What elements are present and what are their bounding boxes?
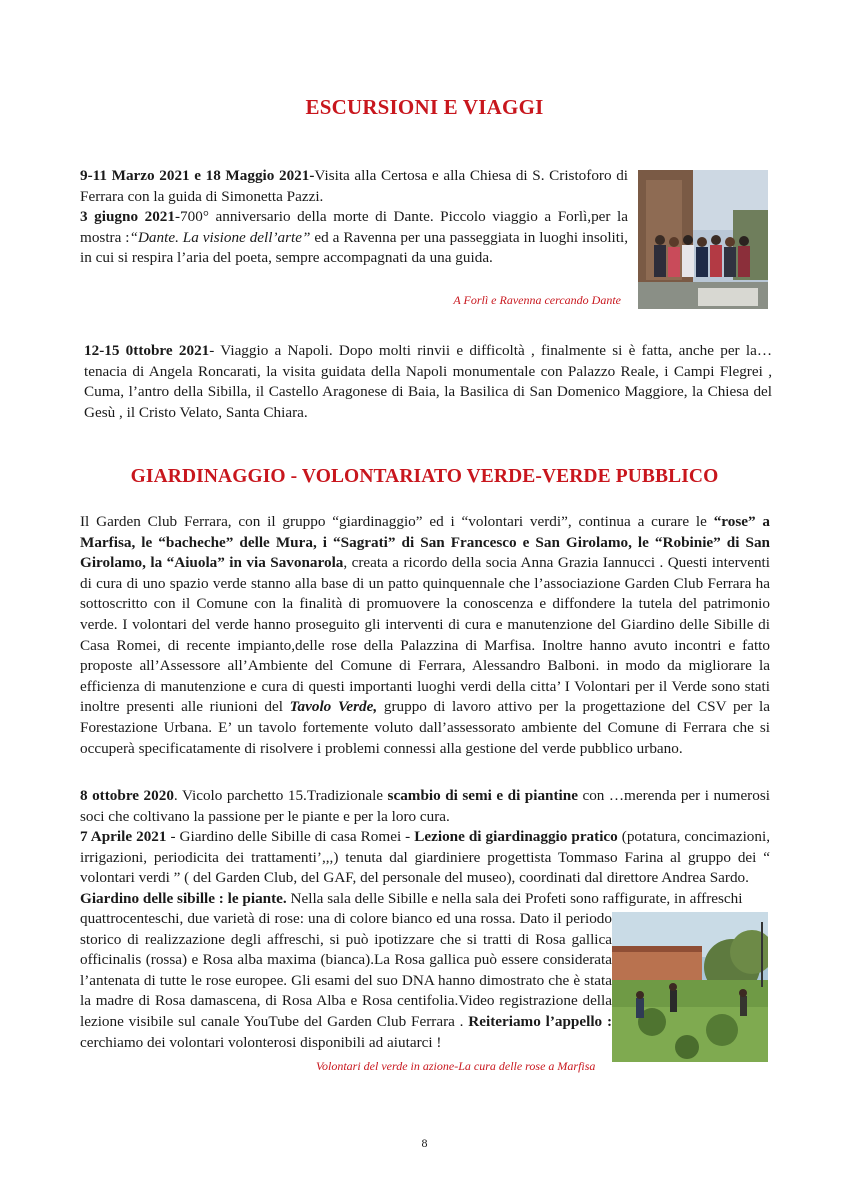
event-seed-exchange	[80, 786, 770, 827]
entry-text: -700° anniversario della morte di Dante. Piccolo viaggio a Forlì,per la mostra :	[80, 208, 628, 246]
paragraph-text: , creata a ricordo della socia Anna Grazia Iannucci . Questi interventi di cura di uno spazio verde stanno alla base di un patto quinquennale che l’associazione Garden Club Ferrara ha sottoscritto con il Comune con la finalità di promuovere la conoscenza e diffondere la tutela del patrimonio verde. I volontari del verde hanno proseguito gli interventi di cura e manutenzione del Giardino delle Sibille di Casa Romei, di recente impianto,delle rose della Palazzina di Marfisa. Inoltre hanno avuto incontri e fatto proposte all’Assessore all’Ambiente del Comune di Ferrara, Alessandro Balboni. in modo da migliorare la efficienza di manutenzione e cura di questi importanti luoghi verdi della citta’ I Volontari per il Verde sono stati inoltre presenti alle riunioni del	[80, 554, 770, 716]
event-sibille-plants-intro	[80, 889, 770, 910]
section-title-gardening: GIARDINAGGIO - VOLONTARIATO VERDE-VERDE PUBBLICO	[130, 466, 719, 487]
section-title-excursions: ESCURSIONI E VIAGGI	[305, 95, 544, 119]
photo-volunteers-garden	[612, 912, 768, 1062]
photo-caption-volunteers: Volontari del verde in azione-La cura delle rose a Marfisa	[316, 1059, 596, 1073]
event-highlight: Lezione di giardinaggio pratico	[414, 828, 618, 846]
appeal-highlight: Reiteriamo l’appello :	[468, 1012, 613, 1030]
event-title: Giardino delle sibille : le piante.	[80, 889, 287, 907]
paragraph-text: Il Garden Club Ferrara, con il gruppo “giardinaggio” ed i “volontari verdi”, continua a curare le	[80, 513, 714, 530]
event-text: quattrocenteschi, due varietà di rose: una di colore bianco ed una rossa. Dato il periodo storico di realizzazione degli affreschi, si può ipotizzare che si tratti di Rosa gallica officinalis (rossa) e Rosa alba maxima (bianca).La Rosa gallica può essere considerata l’antenata di tutte le rose europee. Gli esami del suo DNA hanno dimostrato che è stata la madre di Rosa damascena, di Rosa Alba e Rosa centifolia.Video registrazione della lezione visibile sul canale YouTube del Garden Club Ferrara .	[80, 910, 612, 1030]
event-text: - Giardino delle Sibille di casa Romei -	[166, 828, 415, 846]
event-text: Nella sala delle Sibille e nella sala dei Profeti sono raffigurate, in affreschi	[286, 889, 743, 907]
entry-date: 12-15 0ttobre 2021	[84, 342, 210, 359]
green-areas-list: “rose” a Marfisa, le “bacheche” delle Mura, i “Sagrati” di San Francesco e San Girolamo, le “Robinie” di San Girolamo, la “Aiuola” in via Savonarola	[80, 513, 770, 572]
event-text: (potatura, concimazioni, irrigazioni, periodicita dei trattamenti’,,,) tenuta dal giardiniere progettista Tommaso Farina al gruppo dei “ volontari verdi ” ( del Garden Club, del GAF, del personale del museo), coordinati dal direttore Andrea Sardo.	[80, 828, 771, 887]
event-date: 8 ottobre 2020	[80, 787, 174, 804]
excursions-entries	[80, 166, 628, 269]
entry-text: - Viaggio a Napoli. Dopo molti rinvii e difficoltà , finalmente si è fatta, anche per la… tenacia di Angela Roncarati, la visita guidata della Napoli monumentale con Palazzo Reale, i Campi Flegrei , Cuma, l’antro della Sibilla, il Castello Aragonese di Baia, la Basilica di San Domenico Maggiore, la Chiesa del Gesù , il Cristo Velato, Santa Chiara.	[84, 342, 773, 421]
excursion-entry-dante	[80, 207, 628, 269]
excursion-entry-certosa	[80, 166, 628, 207]
entry-text: ed a Ravenna per una passeggiata in luoghi insoliti, in cui si respira l’aria del poeta, sempre accompagnati da una guida.	[80, 228, 629, 267]
excursion-entry-napoli	[84, 341, 772, 423]
entry-date: 3 giugno 2021	[80, 208, 175, 226]
gardening-events	[80, 786, 770, 910]
exhibition-title: “Dante. La visione dell’arte”	[129, 228, 311, 246]
page-number: 8	[421, 1136, 428, 1150]
gardening-paragraph	[80, 512, 770, 759]
event-text: con …merenda per i numerosi soci che coltivano la passione per le piante e per la loro cura.	[80, 787, 770, 825]
event-text: . Vicolo parchetto 15.Tradizionale	[173, 787, 388, 804]
tavolo-verde-label: Tavolo Verde,	[289, 698, 378, 716]
sibille-plants-text	[80, 909, 612, 1053]
entry-date: 9-11 Marzo 2021 e 18 Maggio 2021-	[80, 167, 315, 184]
event-highlight: scambio di semi e di piantine	[387, 787, 578, 804]
photo-caption-dante: A Forlì e Ravenna cercando Dante	[453, 293, 621, 307]
event-gardening-lesson	[80, 827, 770, 889]
event-text: cerchiamo dei volontari volonterosi disponibili ad aiutarci !	[80, 1033, 442, 1051]
paragraph-text: gruppo di lavoro attivo per la progettazione del CSV per la Forestazione Urbana. E’ un tavolo fortemente voluto dall’assessorato ambiente del Comune di Ferrara che si occuperà specificatamente di risolvere i problemi connessi alla gestione del verde pubblico urbano.	[80, 698, 770, 757]
photo-group-dante	[638, 170, 768, 309]
event-date: 7 Aprile 2021	[80, 828, 167, 846]
entry-text: Visita alla Certosa e alla Chiesa di S. Cristoforo di Ferrara con la guida di Simonetta Pazzi.	[80, 167, 629, 205]
